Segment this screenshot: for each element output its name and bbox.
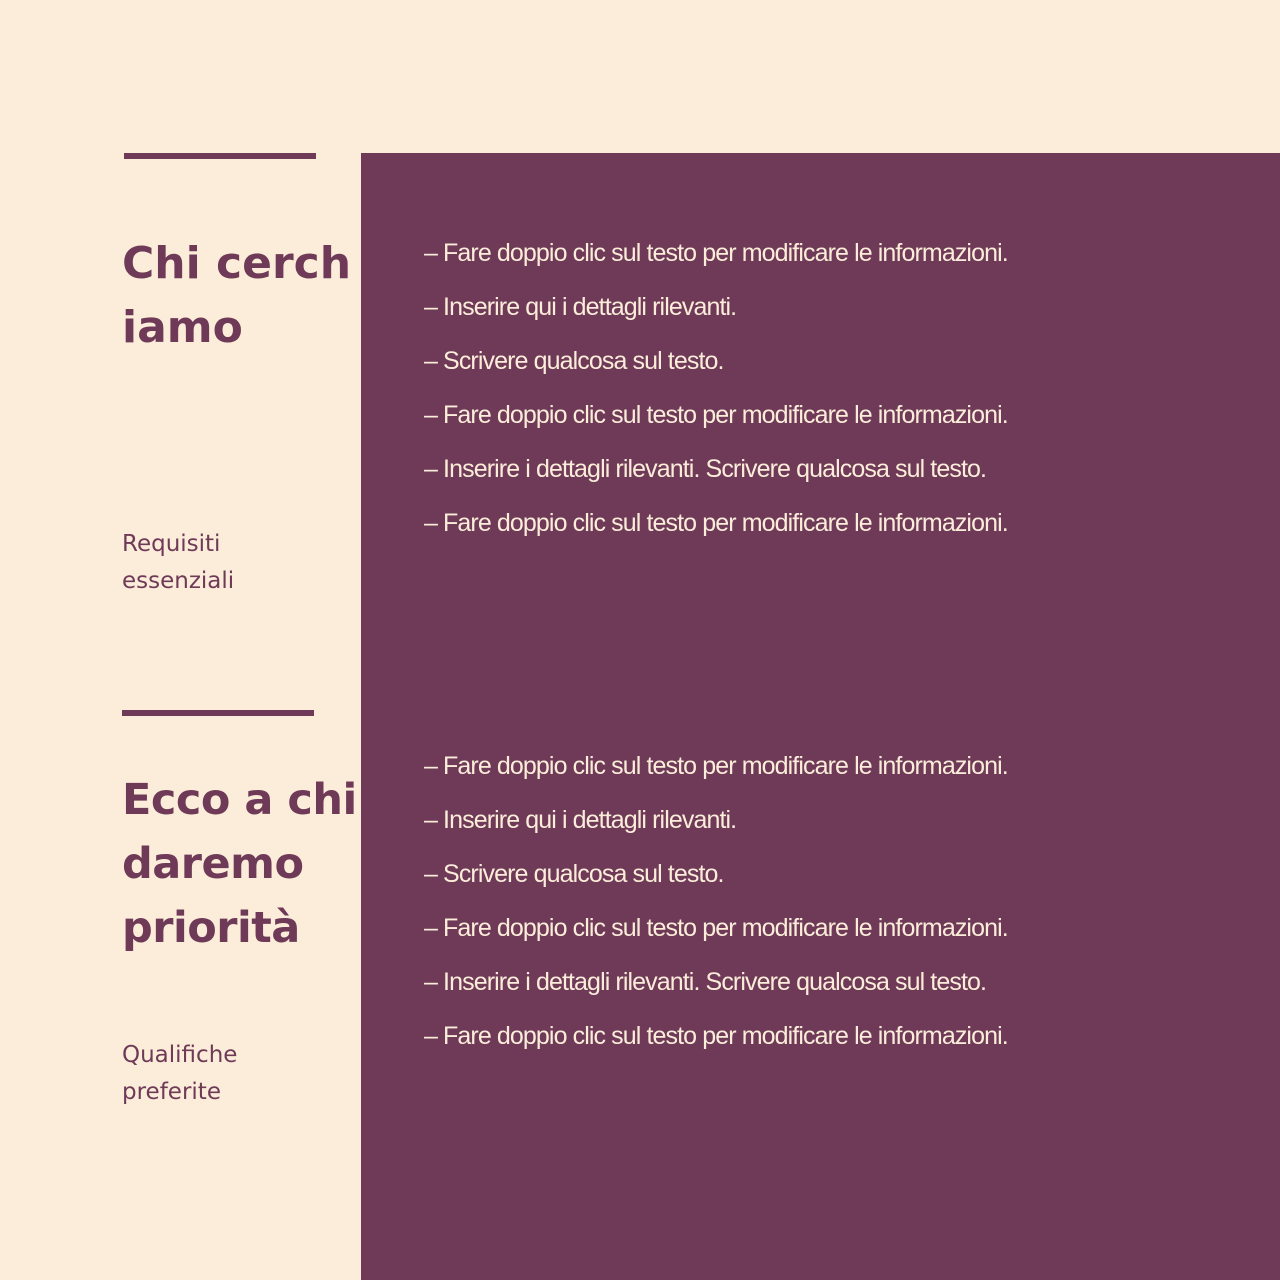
list-item: – Inserire i dettagli rilevanti. Scrivere qualcosa sul testo. (424, 968, 987, 996)
list-item: – Inserire i dettagli rilevanti. Scrivere qualcosa sul testo. (424, 455, 987, 483)
section1-divider (124, 153, 316, 159)
section1-list (424, 226, 1008, 550)
list-item: – Fare doppio clic sul testo per modificare le informazioni. (424, 239, 1008, 267)
list-item: – Fare doppio clic sul testo per modificare le informazioni. (424, 914, 1008, 942)
section2-heading: Ecco a chi daremo priorità (122, 775, 357, 953)
list-item: – Fare doppio clic sul testo per modificare le informazioni. (424, 752, 1008, 780)
list-item: – Fare doppio clic sul testo per modificare le informazioni. (424, 401, 1008, 429)
list-item: – Inserire qui i dettagli rilevanti. (424, 293, 737, 321)
section2-subtitle: Qualifiche preferite (122, 1042, 238, 1105)
section2-list (424, 739, 1008, 1063)
section1-heading: Chi cerchiamo (122, 238, 352, 353)
list-item: – Inserire qui i dettagli rilevanti. (424, 806, 737, 834)
section1-subtitle: Requisiti essenziali (122, 531, 235, 594)
list-item: – Scrivere qualcosa sul testo. (424, 860, 724, 888)
section2-divider (122, 710, 314, 716)
list-item: – Scrivere qualcosa sul testo. (424, 347, 724, 375)
list-item: – Fare doppio clic sul testo per modificare le informazioni. (424, 509, 1008, 537)
list-item: – Fare doppio clic sul testo per modificare le informazioni. (424, 1022, 1008, 1050)
